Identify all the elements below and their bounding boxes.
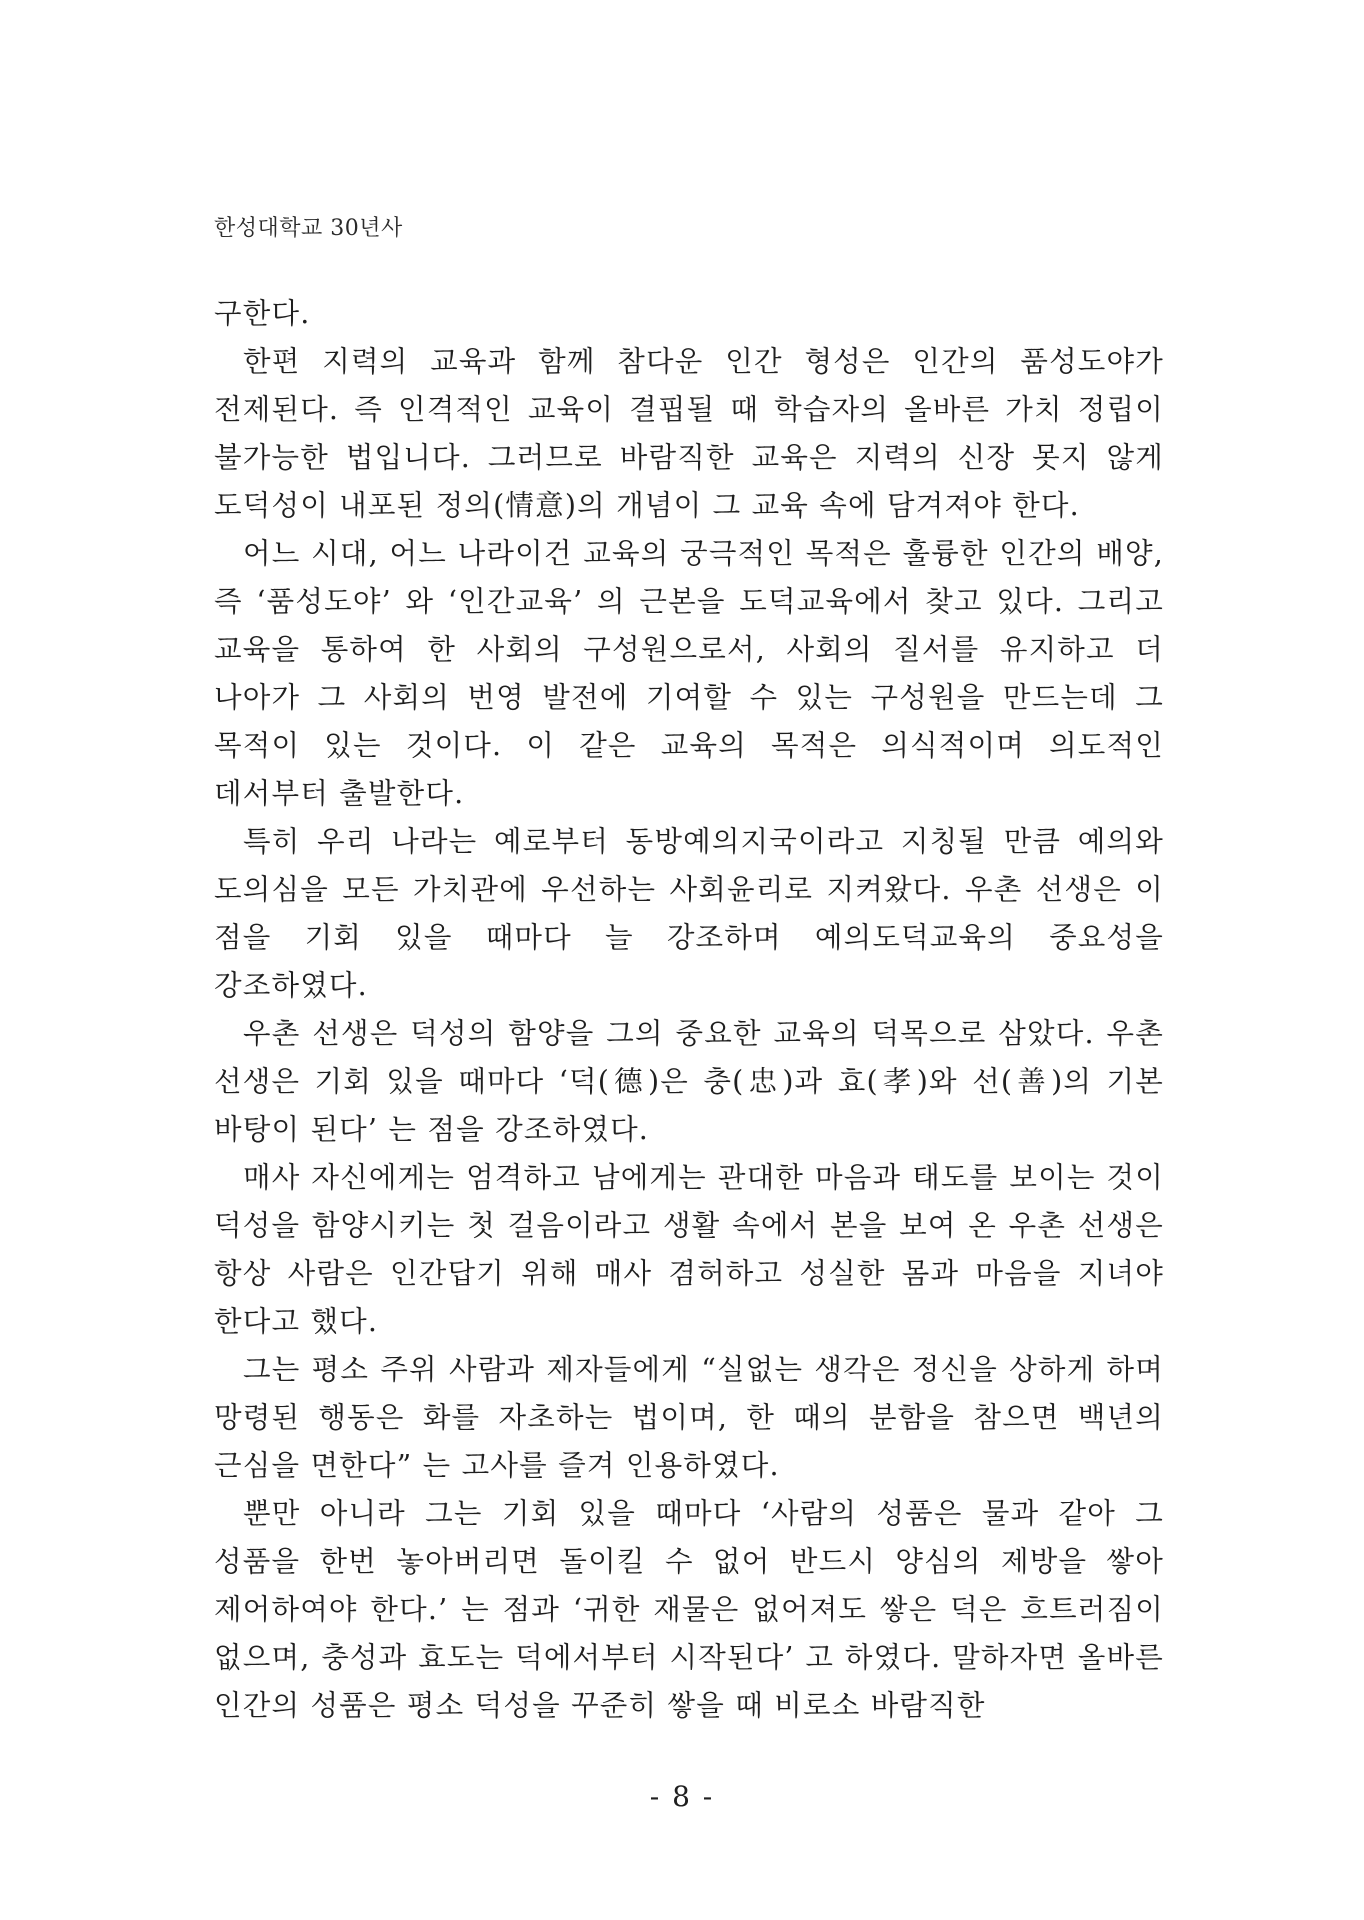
paragraph: 한편 지력의 교육과 함께 참다운 인간 형성은 인간의 품성도야가 전제된다. 즉 인격적인 교육이 결핍될 때 학습자의 올바른 가치 정립이 불가능한 법입니다. 그러므로 바람직한 교육은 지력의 신장 못지 않게 도덕성이 내포된 정의(情意)의 개념이 그 교육 속에 담겨져야 한다. xyxy=(214,345,1164,522)
paragraph: 구한다. xyxy=(214,297,311,330)
page-number: - 8 - xyxy=(649,1780,715,1813)
paragraph: 뿐만 아니라 그는 기회 있을 때마다 ‘사람의 성품은 물과 같아 그 성품을 한번 놓아버리면 돌이킬 수 없어 반드시 양심의 제방을 쌓아 제어하여야 한다.’ 는 점과 ‘귀한 재물은 없어져도 쌓은 덕은 흐트러짐이 없으며, 충성과 효도는 덕에서부터 시작된다’ 고 하였다. 말하자면 올바른 인간의 성품은 평소 덕성을 꾸준히 쌓을 때 비로소 바람직한 xyxy=(214,1497,1164,1722)
body-text xyxy=(214,290,1164,1730)
paragraph: 매사 자신에게는 엄격하고 남에게는 관대한 마음과 태도를 보이는 것이 덕성을 함양시키는 첫 걸음이라고 생활 속에서 본을 보여 온 우촌 선생은 항상 사람은 인간답기 위해 매사 겸허하고 성실한 몸과 마음을 지녀야 한다고 했다. xyxy=(214,1161,1164,1338)
paragraph: 그는 평소 주위 사람과 제자들에게 “실없는 생각은 정신을 상하게 하며 망령된 행동은 화를 자초하는 법이며, 한 때의 분함을 참으면 백년의 근심을 면한다” 는 고사를 즐겨 인용하였다. xyxy=(214,1353,1164,1482)
paragraph: 우촌 선생은 덕성의 함양을 그의 중요한 교육의 덕목으로 삼았다. 우촌 선생은 기회 있을 때마다 ‘덕(德)은 충(忠)과 효(孝)와 선(善)의 기본 바탕이 된다’ 는 점을 강조하였다. xyxy=(214,1017,1164,1146)
paragraph: 특히 우리 나라는 예로부터 동방예의지국이라고 지칭될 만큼 예의와 도의심을 모든 가치관에 우선하는 사회윤리로 지켜왔다. 우촌 선생은 이 점을 기회 있을 때마다 늘 강조하며 예의도덕교육의 중요성을 강조하였다. xyxy=(214,825,1164,1002)
running-header: 한성대학교 30년사 xyxy=(214,216,403,241)
paragraph: 어느 시대, 어느 나라이건 교육의 궁극적인 목적은 훌륭한 인간의 배양, 즉 ‘품성도야’ 와 ‘인간교육’ 의 근본을 도덕교육에서 찾고 있다. 그리고 교육을 통하여 한 사회의 구성원으로서, 사회의 질서를 유지하고 더 나아가 그 사회의 번영 발전에 기여할 수 있는 구성원을 만드는데 그 목적이 있는 것이다. 이 같은 교육의 목적은 의식적이며 의도적인 데서부터 출발한다. xyxy=(214,537,1164,810)
